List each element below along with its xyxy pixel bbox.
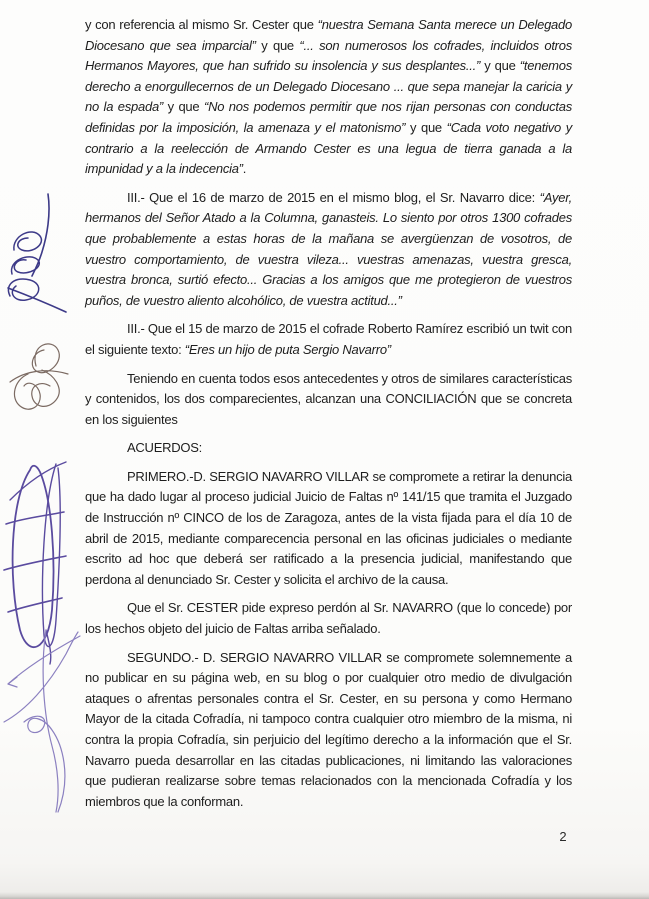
document-text xyxy=(85,15,572,820)
paragraph-6 xyxy=(85,467,572,591)
paragraph-5 xyxy=(85,438,572,459)
text-run: Que el Sr. CESTER pide expreso perdón al Sr. NAVARRO (que lo concede) por los hechos objeto del juicio de Faltas arriba señalado. xyxy=(85,600,572,637)
quoted-text-run: “Ayer, hermanos del Señor Atado a la Columna, ganasteis. Lo siento por otros 1300 cofrades que probablemente a estas horas de la mañana se avergüenzan de vosotros, de vuestro comportamiento, de vuestra vileza... vuestras amenazas, vuestra gresca, vuestra bronca, surtió efecto... Gracias a los amigos que me protegieron de vuestros puños, de vuestro aliento alcohólico, de vuestra actitud...” xyxy=(85,189,572,308)
quoted-text-run: “tenemos derecho a enorgullecernos de un Delegado Diocesano ... que sepa manejar la caricia y no la espada” xyxy=(85,58,572,115)
text-run: y que xyxy=(480,58,520,74)
paragraph-3 xyxy=(85,319,572,360)
paragraph-4 xyxy=(85,369,572,431)
paragraph-2 xyxy=(85,188,572,312)
quoted-text-run: “No nos podemos permitir que nos rijan personas con conductas definidas por la imposición, la amenaza y el matonismo” xyxy=(85,99,572,135)
scan-shadow-bottom xyxy=(0,892,649,899)
page-number: 2 xyxy=(559,829,567,844)
text-run: III.- Que el 16 de marzo de 2015 en el mismo blog, el Sr. Navarro dice: xyxy=(127,189,540,205)
signature-scribble-4 xyxy=(0,626,88,816)
signature-scribble-2 xyxy=(8,336,72,420)
text-run: y que xyxy=(163,99,204,115)
text-run: ACUERDOS: xyxy=(127,440,203,456)
quoted-text-run: “Eres un hijo de puta Sergio Navarro” xyxy=(184,341,391,357)
text-run: y con referencia al mismo Sr. Cester que xyxy=(85,17,318,32)
text-run: . xyxy=(242,161,247,177)
signature-scribble-3 xyxy=(0,460,70,666)
signature-scribble-1 xyxy=(2,192,70,314)
text-run: y que xyxy=(405,119,447,135)
quoted-text-run: “... son numerosos los cofrades, incluidos otros Hermanos Mayores, que han sufrido su insolencia y sus desplantes...” xyxy=(85,37,572,74)
paragraph-1 xyxy=(85,15,572,180)
paragraph-7 xyxy=(85,598,572,639)
quoted-text-run: “nuestra Semana Santa merece un Delegado Diocesano que sea imparcial” xyxy=(85,17,573,53)
text-run: y que xyxy=(255,37,300,53)
paragraph-8 xyxy=(85,648,572,813)
text-run: III.- Que el 15 de marzo de 2015 el cofrade Roberto Ramírez escribió un twit con el siguiente texto: xyxy=(85,321,572,357)
text-run: PRIMERO.-D. SERGIO NAVARRO VILLAR se compromete a retirar la denuncia que ha dado lugar al proceso judicial Juicio de Faltas nº 141/15 que tramita el Juzgado de Instrucción nº CINCO de los de Zaragoza, antes de la vista fijada para el día 10 de abril de 2015, mediante comparecencia personal en las oficinas judiciales o mediante escrito ad hoc que deberá ser ratificado a la presencia judicial, manifestando que perdona al denunciado Sr. Cester y solicita el archivo de la causa. xyxy=(85,468,572,587)
text-run: SEGUNDO.- D. SERGIO NAVARRO VILLAR se compromete solemnemente a no publicar en su página web, en su blog o por cualquier otro medio de divulgación ataques o afrentas personales contra el Sr. Cester, en su persona y como Hermano Mayor de la citada Cofradía, ni tampoco contra cualquier otro miembro de la misma, ni contra la propia Cofradía, sin perjuicio del legítimo derecho a la información que el Sr. Navarro pueda desarrollar en las citadas publicaciones, ni limitando las valoraciones que pudieran realizarse sobre temas relacionados con la mencionada Cofradía y los miembros que la conforman. xyxy=(85,649,572,809)
quoted-text-run: “Cada voto negativo y contrario a la reelección de Armando Cester es una legua de tierra ganada a la impunidad y a la indecencia” xyxy=(85,119,572,177)
text-run: Teniendo en cuenta todos esos antecedentes y otros de similares características y contenidos, los dos comparecientes, alcanzan una CONCILIACIÓN que se concreta en los siguientes xyxy=(85,370,572,427)
